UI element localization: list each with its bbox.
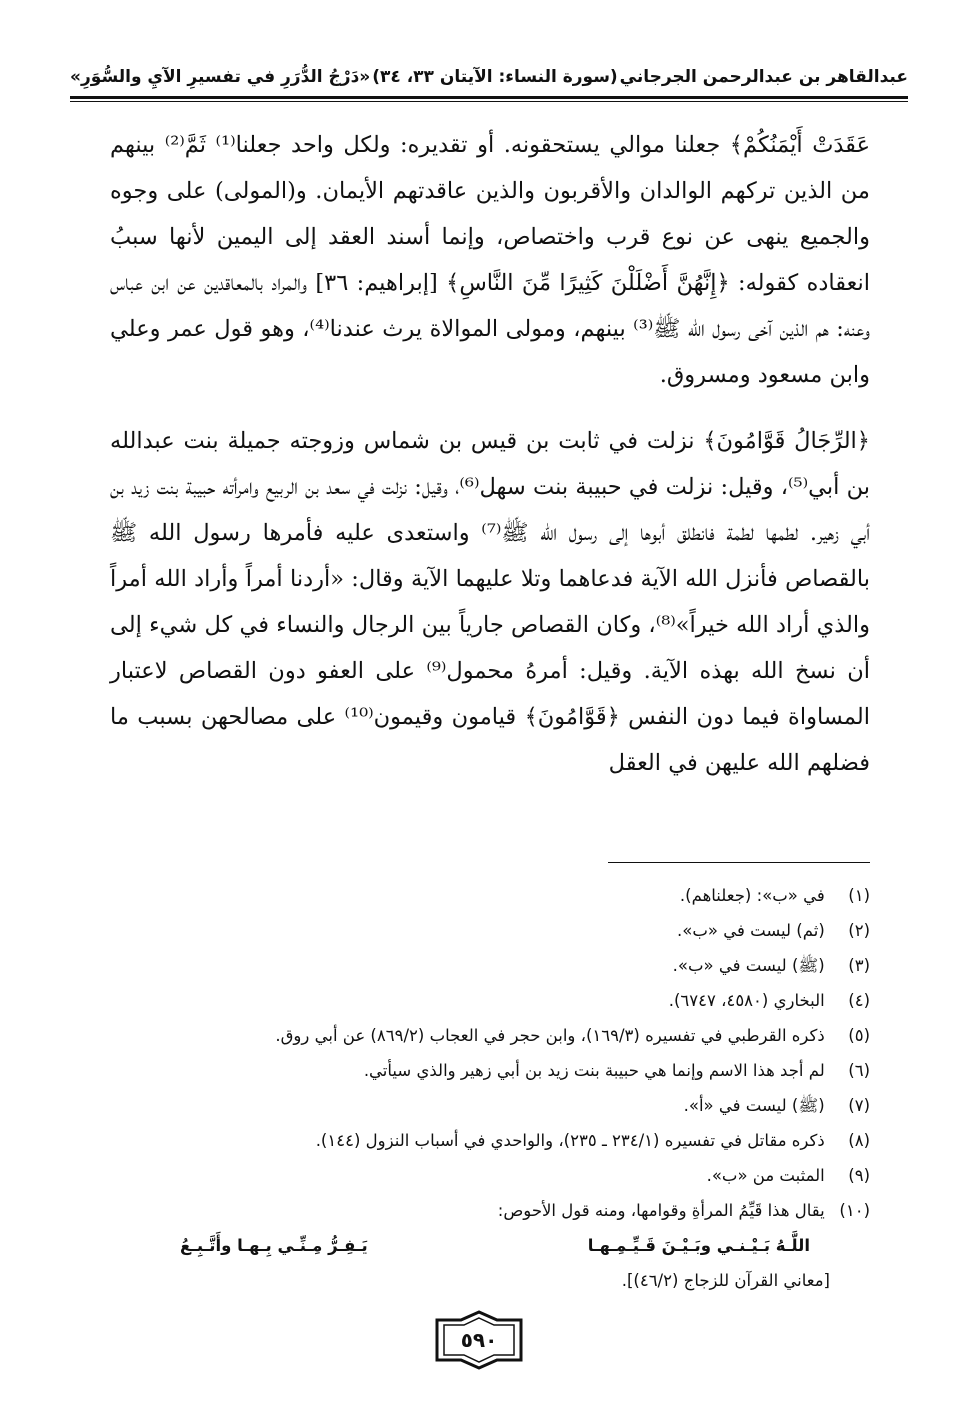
footnote-number: (٨)	[848, 1131, 870, 1150]
header-location: (سورة النساء: الآيتان ٣٣، ٣٤)	[372, 67, 618, 87]
footnote-text: يقال هذا قَيِّمُ المرأةِ وقوامها، ومنه قول الأحوص:	[497, 1201, 825, 1220]
footnote-text: ذكره مقاتل في تفسيره (٢٣٤/١ ـ ٢٣٥)، والواحدي في أسباب النزول (١٤٤).	[315, 1131, 825, 1150]
verse-first-hemistich: اللَّـهُ بَـيْـنـي وبَـيْـنَ قَـيِّـمِـهـا	[587, 1236, 810, 1255]
footnote-2	[110, 913, 870, 948]
footnote-5	[110, 1018, 870, 1053]
header-book-title: «دَرْجُ الدُّرَرِ في تفسيرِ الآيِ والسُّوَرِ»	[70, 67, 371, 87]
poetry-verse	[110, 1228, 870, 1263]
footnote-number: (٢)	[848, 921, 870, 940]
footnote-number: (٩)	[848, 1166, 870, 1185]
footnote-4	[110, 983, 870, 1018]
footnote-text: ذكره القرطبي في تفسيره (١٦٩/٣)، وابن حجر في العجاب (٨٦٩/٢) عن أبي روق.	[275, 1026, 825, 1045]
running-header	[70, 62, 908, 92]
header-author: عبدالقاهر بن عبدالرحمن الجرجاني	[619, 67, 908, 87]
footnote-9	[110, 1158, 870, 1193]
footnote-number: (١)	[848, 886, 870, 905]
footnote-separator	[608, 862, 870, 863]
footnote-number: (٧)	[848, 1096, 870, 1115]
header-rule-thin	[70, 101, 908, 102]
footnote-number: (٥)	[848, 1026, 870, 1045]
footnote-text: في «ب»: (جعلناهم).	[679, 886, 825, 905]
paragraph-1: عَقَدَتْ أَيْمَنُكُمْ﴾ جعلنا موالي يستحقونه. أو تقديره: ولكل واحد جعلنا⁽¹⁾ ثَمَّ⁽²⁾ بينهم من الذين تركهم الوالدان والأقربون والذين عاقدتهم الأيمان. و(المولى) على وجوه والجميع ينهى عن نوع قرب واختصاص، وإنما أسند العقد إلى اليمين لأنها سببُ انعقاده كقوله: ﴿إِنَّهُنَّ أَضْلَلْنَ كَثِيرًا مِّنَ النَّاسِ﴾ [إبراهيم: ٣٦] والمراد بالمعاقدين عن ابن عباس وعنه: هم الذين آخى رسول الله ﷺ⁽³⁾ بينهم، ومولى الموالاة يرث عندنا⁽⁴⁾، وهو قول عمر وعلي وابن مسعود ومسروق.	[110, 132, 870, 388]
page-number: ٥٩٠	[460, 1328, 498, 1352]
header-rule	[70, 96, 908, 99]
footnote-number: (٣)	[848, 956, 870, 975]
footnote-number: (٤)	[848, 991, 870, 1010]
footnote-number: (١٠)	[839, 1201, 870, 1220]
footnote-7	[110, 1088, 870, 1123]
footnote-text: لم أجد هذا الاسم وإنما هي حبيبة بنت زيد بن أبي زهير والذي سيأتي.	[363, 1061, 825, 1080]
main-text	[110, 122, 870, 786]
footnote-text: (ثم) ليست في «ب».	[677, 921, 825, 940]
footnote-text: (ﷺ) ليست في «أ».	[683, 1096, 825, 1115]
verse-second-hemistich: يَـفِـرُّ مِـنِّـي بِـهـا وأَتَّـبِـعُ	[180, 1236, 368, 1255]
footnote-1	[110, 878, 870, 913]
footnote-number: (٦)	[848, 1061, 870, 1080]
footnote-10	[110, 1193, 870, 1228]
footnote-6	[110, 1053, 870, 1088]
footnote-text: البخاري (٤٥٨٠، ٦٧٤٧).	[668, 991, 825, 1010]
footnote-8	[110, 1123, 870, 1158]
footnote-text: المثبت من «ب».	[706, 1166, 825, 1185]
footnote-3	[110, 948, 870, 983]
paragraph-2: ﴿الرِّجَالُ قَوَّامُونَ﴾ نزلت في ثابت بن قيس بن شماس وزوجته جميلة بنت عبدالله بن أبي⁽⁵⁾، وقيل: نزلت في حبيبة بنت سهل⁽⁶⁾، وقيل: نزلت في سعد بن الربيع وامرأته حبيبة بنت زيد بن أبي زهير. لطمها لطمة فانطلق أبوها إلى رسول الله ﷺ⁽⁷⁾ واستعدى عليه فأمرها رسول الله ﷺ بالقصاص فأنزل الله الآية فدعاهما وتلا عليهما الآية وقال: «أردنا أمراً وأراد الله أمراً والذي أراد الله خيراً»⁽⁸⁾، وكان القصاص جارياً بين الرجال والنساء في كل شيء إلى أن نسخ الله بهذه الآية. وقيل: أمرهُ محمول⁽⁹⁾ على العفو دون القصاص لاعتبار المساواة فيما دون النفس ﴿قَوَّامُونَ﴾ قيامون وقيمون⁽¹⁰⁾ على مصالحهن بسبب ما فضلهم الله عليهن في العقل	[110, 428, 870, 776]
page-number-ornament	[429, 1310, 529, 1370]
footnote-text: (ﷺ) ليست في «ب».	[672, 956, 825, 975]
source-note: [معاني القرآن للزجاج (٤٦/٢)].	[621, 1271, 830, 1290]
footnotes	[110, 878, 870, 1298]
